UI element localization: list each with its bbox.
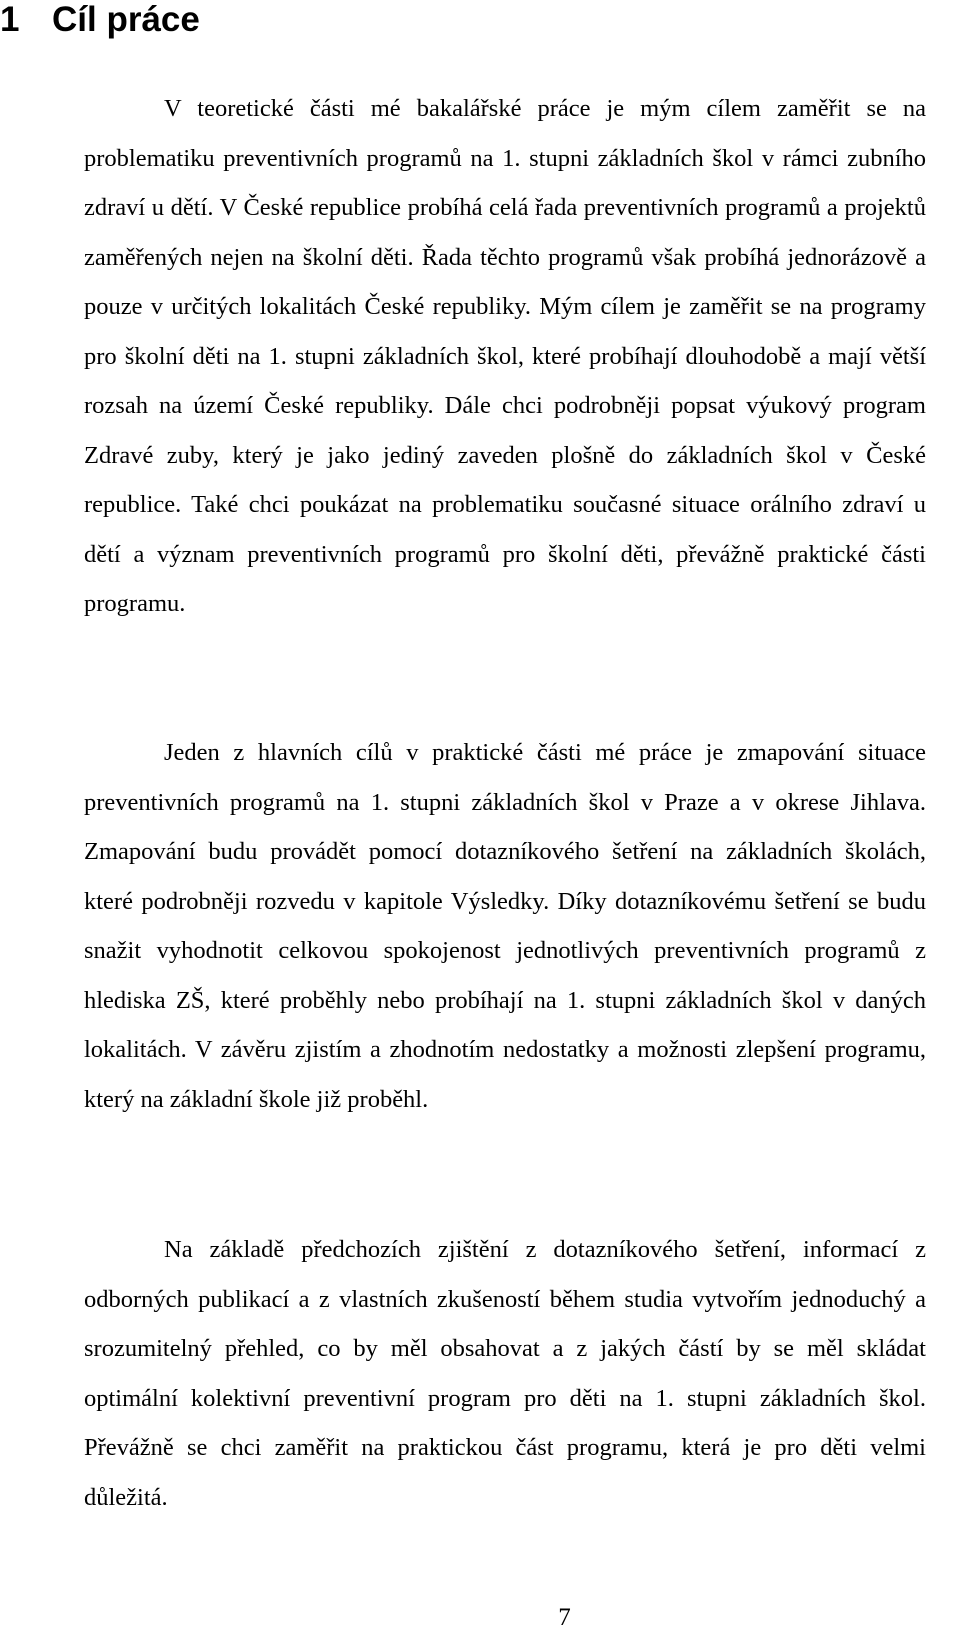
paragraph-goals-theory: V teoretické části mé bakalářské práce je mým cílem zaměřit se na problematiku preventivních programů na 1. stupni základních škol v rámci zubního zdraví u dětí. V České republice probíhá celá řada preventivních programů a projektů zaměřených nejen na školní děti. Řada těchto programů však probíhá jednorázově a pouze v určitých lokalitách České republiky. Mým cílem je zaměřit se na programy pro školní děti na 1. stupni základních škol, které probíhají dlouhodobě a mají větší rozsah na území České republiky. Dále chci podrobněji popsat výukový program Zdravé zuby, který je jako jediný zaveden plošně do základních škol v České republice. Také chci poukázat na problematiku současné situace orálního zdraví u dětí a význam preventivních programů pro školní děti, převážně praktické části programu. (84, 95, 926, 617)
chapter-number: 1 (0, 0, 20, 39)
paragraph-goals-overview: Na základě předchozích zjištění z dotazníkového šetření, informací z odborných publikací a z vlastních zkušeností během studia vytvořím jednoduchý a srozumitelný přehled, co by měl obsahovat a z jakých částí by se měl skládat optimální kolektivní preventivní program pro děti na 1. stupni základních škol. Převážně se chci zaměřit na praktickou část programu, která je pro děti velmi důležitá. (84, 1236, 926, 1511)
chapter-heading (0, 0, 200, 40)
paragraph-goals-practice: Jeden z hlavních cílů v praktické části mé práce je zmapování situace preventivních programů na 1. stupni základních škol v Praze a v okrese Jihlava. Zmapování budu provádět pomocí dotazníkového šetření na základních školách, které podrobněji rozvedu v kapitole Výsledky. Díky dotazníkovému šetření se budu snažit vyhodnotit celkovou spokojenost jednotlivých preventivních programů z hlediska ZŠ, které proběhly nebo probíhají na 1. stupni základních škol v daných lokalitách. V závěru zjistím a zhodnotím nedostatky a možnosti zlepšení programu, který na základní škole již proběhl. (84, 739, 926, 1113)
page-number: 7 (558, 1604, 571, 1631)
chapter-title: Cíl práce (52, 0, 200, 39)
